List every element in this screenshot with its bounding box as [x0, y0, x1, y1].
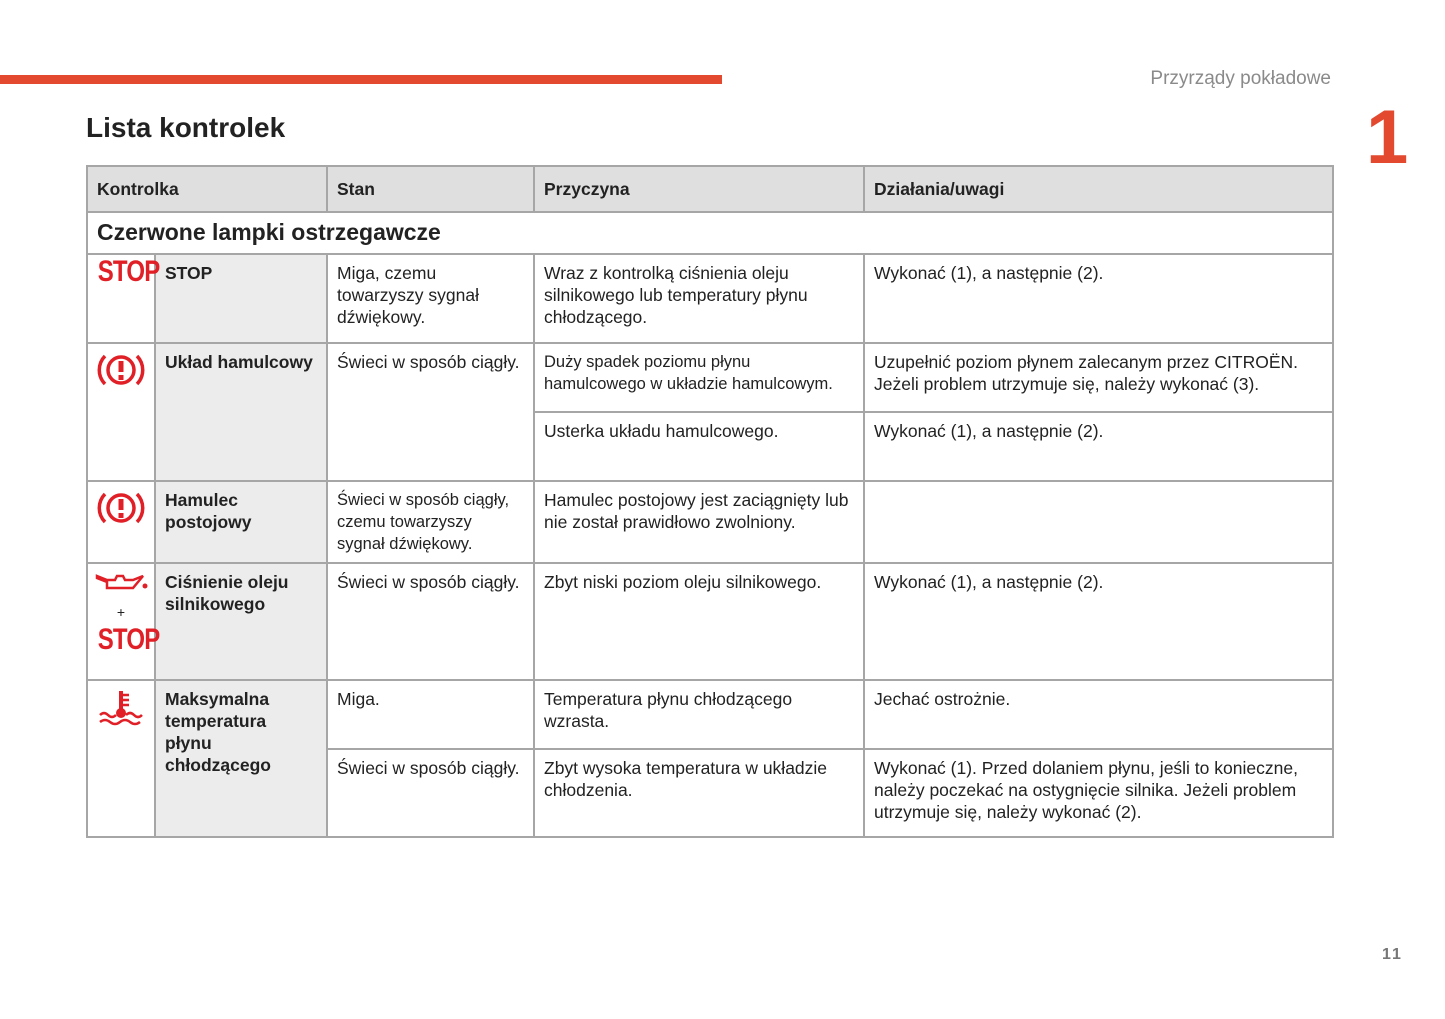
table-row: [87, 563, 1333, 680]
action: Jechać ostrożnie.: [864, 680, 1333, 749]
col-header: Działania/uwagi: [864, 166, 1333, 212]
plus-sign: +: [116, 604, 126, 620]
brake-warning-icon: [87, 343, 155, 481]
state: Świeci w sposób ciągły.: [327, 563, 534, 680]
col-header: Kontrolka: [87, 166, 327, 212]
state: Świeci w sposób ciągły, czemu towarzyszy sygnał dźwiękowy.: [327, 481, 534, 563]
page-title: Lista kontrolek: [86, 112, 286, 143]
action: Wykonać (1). Przed dolaniem płynu, jeśli to konieczne, należy poczekać na ostygnięcie silnika. Jeżeli problem utrzymuje się, należy wykonać (2).: [864, 749, 1333, 837]
table-header: [87, 166, 1333, 212]
light-name: Maksymalna temperatura płynu chłodzącego: [155, 680, 327, 837]
state: Miga.: [327, 680, 534, 749]
table-row: [87, 343, 1333, 412]
oil-pressure-icon: [93, 570, 149, 594]
action: Uzupełnić poziom płynem zalecanym przez CITROËN. Jeżeli problem utrzymuje się, należy wykonać (3).: [864, 343, 1333, 412]
table-row: [87, 481, 1333, 563]
accent-bar: [0, 75, 722, 84]
state: Miga, czemu towarzyszy sygnał dźwiękowy.: [327, 254, 534, 343]
action: [864, 481, 1333, 563]
stop-icon: STOP: [97, 623, 160, 656]
chapter-number: 1: [1366, 95, 1409, 180]
action: Wykonać (1), a następnie (2).: [864, 412, 1333, 481]
cause: Usterka układu hamulcowego.: [534, 412, 864, 481]
page-number: 11: [1382, 946, 1403, 963]
cause: Duży spadek poziomu płynu hamulcowego w układzie hamulcowym.: [534, 343, 864, 412]
action: Wykonać (1), a następnie (2).: [864, 254, 1333, 343]
table-row: [87, 680, 1333, 749]
cause: Wraz z kontrolką ciśnienia oleju silnikowego lub temperatury płynu chłodzącego.: [534, 254, 864, 343]
state: Świeci w sposób ciągły.: [327, 343, 534, 481]
col-header: Stan: [327, 166, 534, 212]
col-header: Przyczyna: [534, 166, 864, 212]
stop-icon: STOP: [97, 255, 160, 288]
cause: Temperatura płynu chłodzącego wzrasta.: [534, 680, 864, 749]
cause: Zbyt niski poziom oleju silnikowego.: [534, 563, 864, 680]
state: Świeci w sposób ciągły.: [327, 749, 534, 837]
light-name: Ciśnienie oleju silnikowego: [155, 563, 327, 680]
table-row: [87, 254, 1333, 343]
warning-lights-table: [86, 165, 1334, 838]
action: Wykonać (1), a następnie (2).: [864, 563, 1333, 680]
light-name: Układ hamulcowy: [155, 343, 327, 481]
coolant-temperature-icon: [87, 680, 155, 837]
cause: Zbyt wysoka temperatura w układzie chłodzenia.: [534, 749, 864, 837]
cause: Hamulec postojowy jest zaciągnięty lub nie został prawidłowo zwolniony.: [534, 481, 864, 563]
parking-brake-icon: [87, 481, 155, 563]
light-name: STOP: [155, 254, 327, 343]
section-title: Czerwone lampki ostrzegawcze: [87, 212, 1333, 254]
section-header: Przyrządy pokładowe: [1150, 68, 1331, 89]
section-row: [87, 212, 1333, 254]
light-name: Hamulec postojowy: [155, 481, 327, 563]
